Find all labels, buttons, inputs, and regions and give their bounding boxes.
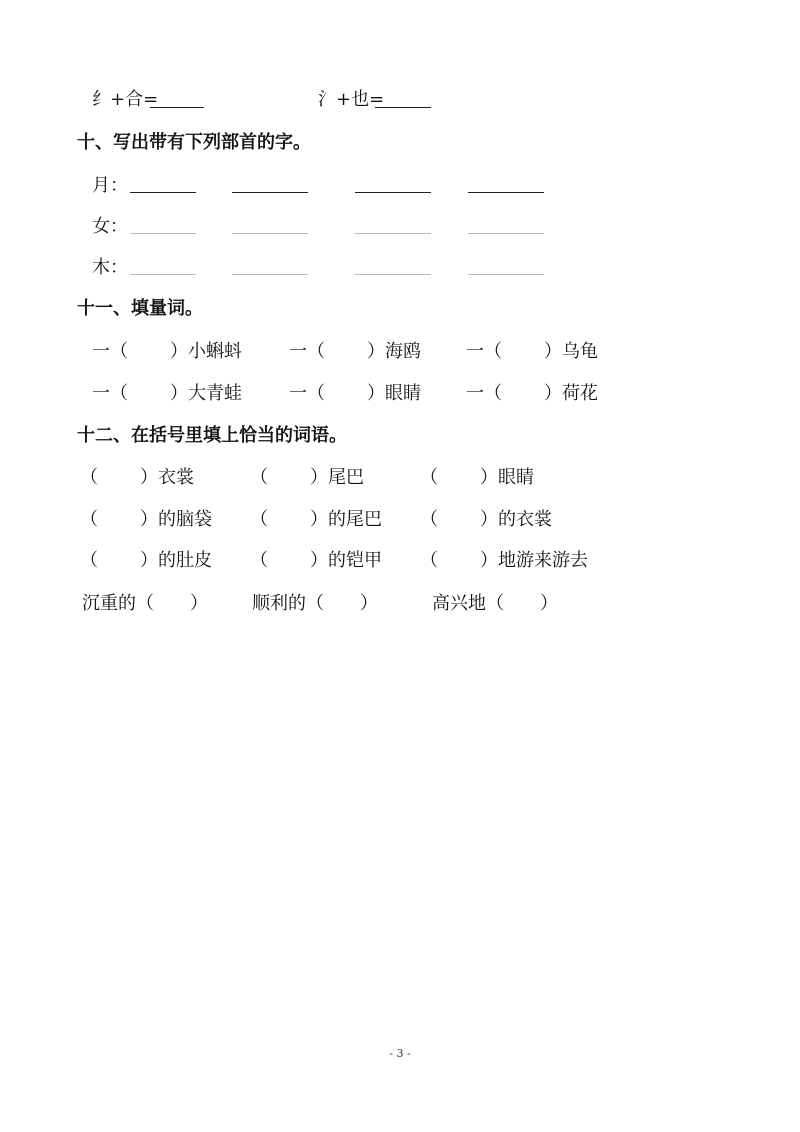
radical-blank[interactable]: [232, 233, 308, 234]
measure-word-noun: 眼睛: [385, 383, 421, 404]
fill-phrase-open: （: [420, 467, 438, 488]
radical-blank[interactable]: [355, 192, 431, 193]
fill-phrase-close: ）: [480, 509, 498, 530]
fill-phrase-close: ）: [360, 593, 378, 614]
formula-2-operator: +也=: [336, 89, 385, 110]
measure-word-item[interactable]: [466, 385, 598, 403]
fill-phrase-word: 的尾巴: [328, 509, 382, 530]
fill-phrase-word: 的脑袋: [158, 509, 212, 530]
fill-phrase-close: ）: [140, 550, 158, 571]
fill-phrase-close: ）: [480, 550, 498, 571]
fill-phrase-close: ）: [310, 509, 328, 530]
measure-word-open: 一（: [466, 383, 502, 404]
radical-blank[interactable]: [468, 233, 544, 234]
measure-word-item[interactable]: [92, 385, 242, 403]
measure-word-open: 一（: [92, 341, 128, 362]
fill-phrase-item[interactable]: [80, 511, 212, 529]
fill-phrase-item[interactable]: [420, 511, 552, 529]
fill-phrase-close: ）: [480, 467, 498, 488]
fill-phrase-word: 高兴地: [432, 593, 486, 614]
fill-phrase-open: （: [420, 509, 438, 530]
fill-phrase-word: 沉重的: [82, 593, 136, 614]
section-11-title: 十一、填量词。: [77, 298, 203, 319]
fill-phrase-word: 地游来游去: [498, 550, 588, 571]
radical-row-label: 月：: [92, 175, 128, 196]
fill-phrase-word: 的肚皮: [158, 550, 212, 571]
radical-row-label: 木：: [92, 257, 128, 278]
fill-phrase-close: ）: [540, 593, 558, 614]
section-12-title: 十二、在括号里填上恰当的词语。: [77, 425, 347, 446]
fill-phrase-open: （: [306, 593, 324, 614]
measure-word-noun: 乌龟: [562, 341, 598, 362]
measure-word-noun: 大青蛙: [188, 383, 242, 404]
fill-phrase-item[interactable]: [250, 469, 364, 487]
fill-phrase-open: （: [250, 509, 268, 530]
fill-phrase-item[interactable]: [420, 469, 534, 487]
radical-row-label: 女：: [92, 216, 128, 237]
fill-phrase-open: （: [420, 550, 438, 571]
fill-phrase-word: 的衣裳: [498, 509, 552, 530]
measure-word-noun: 小蝌蚪: [188, 341, 242, 362]
measure-word-noun: 荷花: [562, 383, 598, 404]
fill-phrase-close: ）: [140, 467, 158, 488]
fill-phrase-open: （: [250, 467, 268, 488]
fill-phrase-item[interactable]: [420, 552, 588, 570]
measure-word-close: ）: [367, 341, 385, 362]
fill-phrase-open: （: [80, 550, 98, 571]
fill-phrase-close: ）: [310, 550, 328, 571]
fill-phrase-item[interactable]: [250, 552, 382, 570]
fill-phrase-item[interactable]: [250, 511, 382, 529]
measure-word-close: ）: [544, 383, 562, 404]
measure-word-noun: 海鸥: [385, 341, 421, 362]
fill-phrase-close: ）: [140, 509, 158, 530]
fill-phrase-close: ）: [310, 467, 328, 488]
measure-word-item[interactable]: [466, 343, 598, 361]
fill-phrase-close: ）: [190, 593, 208, 614]
fill-phrase-item[interactable]: [80, 552, 212, 570]
fill-phrase-open: （: [80, 467, 98, 488]
fill-phrase-open: （: [250, 550, 268, 571]
fill-phrase-item[interactable]: [80, 469, 194, 487]
radical-blank[interactable]: [468, 192, 544, 193]
fill-phrase-open: （: [486, 593, 504, 614]
measure-word-item[interactable]: [92, 343, 242, 361]
fill-phrase-word: 尾巴: [328, 467, 364, 488]
page-number: - 3 -: [389, 1047, 411, 1060]
formula-1-operator: +合=: [110, 89, 159, 110]
radical-blank[interactable]: [232, 192, 308, 193]
measure-word-open: 一（: [92, 383, 128, 404]
formula-1-radical: 纟: [92, 89, 110, 110]
measure-word-item[interactable]: [289, 343, 421, 361]
fill-phrase-word: 顺利的: [252, 593, 306, 614]
fill-phrase-open: （: [80, 509, 98, 530]
radical-blank[interactable]: [232, 274, 308, 275]
formula-1: [92, 91, 158, 109]
radical-blank[interactable]: [355, 274, 431, 275]
radical-blank[interactable]: [130, 192, 196, 193]
formula-1-blank[interactable]: [150, 107, 204, 108]
fill-phrase-open: （: [136, 593, 154, 614]
fill-phrase-item[interactable]: [82, 595, 208, 613]
radical-blank[interactable]: [130, 233, 196, 234]
fill-phrase-word: 的铠甲: [328, 550, 382, 571]
measure-word-open: 一（: [289, 341, 325, 362]
measure-word-close: ）: [170, 383, 188, 404]
section-10-title: 十、写出带有下列部首的字。: [77, 132, 311, 153]
fill-phrase-word: 眼睛: [498, 467, 534, 488]
radical-blank[interactable]: [355, 233, 431, 234]
measure-word-close: ）: [544, 341, 562, 362]
measure-word-close: ）: [367, 383, 385, 404]
formula-2-radical: 氵: [318, 89, 336, 110]
measure-word-open: 一（: [289, 383, 325, 404]
fill-phrase-item[interactable]: [432, 595, 558, 613]
measure-word-open: 一（: [466, 341, 502, 362]
fill-phrase-item[interactable]: [252, 595, 378, 613]
measure-word-close: ）: [170, 341, 188, 362]
radical-blank[interactable]: [468, 274, 544, 275]
fill-phrase-word: 衣裳: [158, 467, 194, 488]
formula-2-blank[interactable]: [375, 107, 431, 108]
measure-word-item[interactable]: [289, 385, 421, 403]
radical-blank[interactable]: [130, 274, 196, 275]
